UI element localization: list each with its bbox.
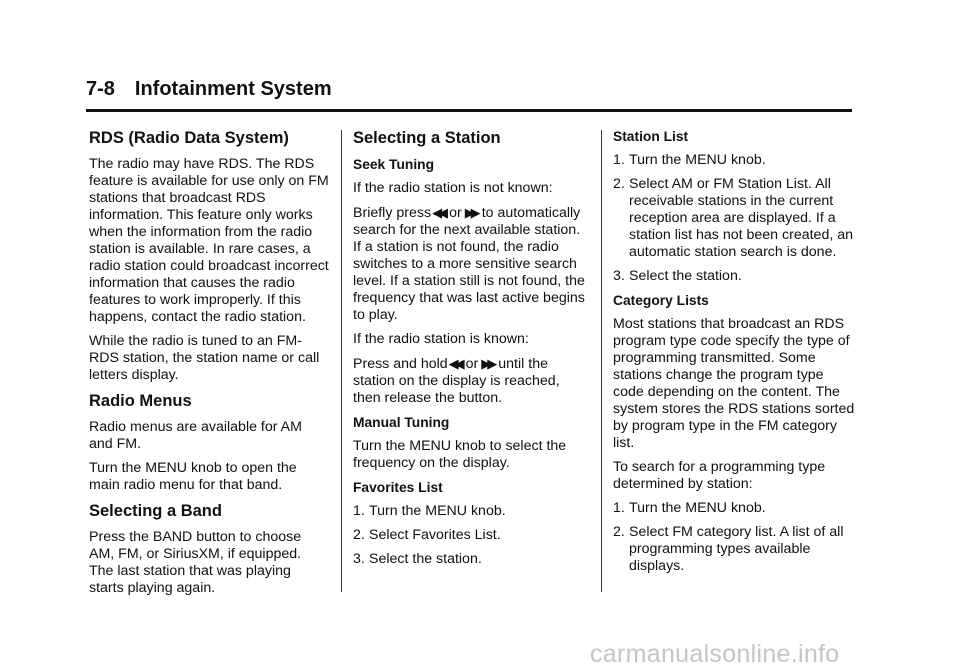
paragraph: Press the BAND button to choose AM, FM, or SiriusXM, if equipped. The last station that was playing starts playing again. — [89, 529, 302, 596]
section-heading-selecting-station: Selecting a Station — [353, 129, 501, 147]
paragraph: While the radio is tuned to an FM-RDS station, the station name or call letters display. — [89, 333, 320, 383]
list-item: 3. Select the station. — [353, 551, 482, 567]
page-number: 7-8 — [86, 78, 115, 100]
seek-back-icon: ◀◀ — [432, 205, 445, 220]
paragraph: If the radio station is not known: — [353, 180, 553, 196]
text: or — [465, 356, 479, 372]
subheading-favorites-list: Favorites List — [353, 480, 443, 495]
text: until the station on the display is reached, then release the button. — [353, 356, 560, 406]
paragraph — [353, 355, 591, 407]
seek-forward-icon: ▶▶ — [464, 205, 477, 220]
page-title: Infotainment System — [134, 78, 332, 100]
subheading-category-lists: Category Lists — [613, 293, 709, 308]
list-item: 1. Turn the MENU knob. — [613, 500, 766, 516]
column-2 — [353, 128, 591, 575]
text: Briefly press — [353, 205, 432, 221]
column-divider — [601, 130, 602, 592]
paragraph: If the radio station is known: — [353, 331, 529, 347]
column-divider — [341, 130, 342, 592]
list-item: 1. Turn the MENU knob. — [353, 503, 506, 519]
subheading-manual-tuning: Manual Tuning — [353, 415, 450, 430]
page-header — [86, 78, 852, 112]
list-item: 2. Select FM category list. A list of all programming types available displays. — [613, 524, 844, 574]
subheading-seek-tuning: Seek Tuning — [353, 157, 435, 172]
subheading-station-list: Station List — [613, 129, 689, 144]
section-heading-rds: RDS (Radio Data System) — [89, 129, 289, 147]
list-item: 1. Turn the MENU knob. — [613, 152, 766, 168]
column-1 — [89, 128, 329, 604]
paragraph: To search for a programming type determined by station: — [613, 459, 826, 492]
section-heading-radio-menus: Radio Menus — [89, 392, 192, 410]
column-3 — [613, 128, 858, 582]
paragraph: Radio menus are available for AM and FM. — [89, 419, 302, 452]
paragraph: Turn the MENU knob to open the main radio menu for that band. — [89, 460, 297, 493]
list-item: 2. Select AM or FM Station List. All receivable stations in the current reception area are displayed. If a station list has not been created, an automatic station search is done. — [613, 176, 853, 260]
seek-forward-icon: ▶▶ — [481, 356, 494, 371]
list-item: 3. Select the station. — [613, 268, 742, 284]
list-item: 2. Select Favorites List. — [353, 527, 501, 543]
text: to automatically search for the next available station. If a station is not found, the radio switches to a more sensitive search level. If a station still is not found, the frequency that was last active begins to play. — [353, 205, 585, 323]
text: or — [449, 205, 462, 221]
paragraph: Most stations that broadcast an RDS program type code specify the type of programming transmitted. Some stations change the program type code depending on the content. The system stores the RDS stations sorted by program type in the FM category list. — [613, 316, 855, 451]
seek-back-icon: ◀◀ — [448, 356, 461, 371]
text: Press and hold — [353, 356, 448, 372]
section-heading-selecting-band: Selecting a Band — [89, 502, 222, 520]
paragraph: The radio may have RDS. The RDS feature is available for use only on FM stations that broadcast RDS information. This feature only works when the information from the radio station is available. In rare cases, a radio station could broadcast incorrect information that causes the radio features to work improperly. If this happens, contact the radio station. — [89, 156, 329, 325]
watermark: carmanualsonline.info — [590, 640, 840, 668]
paragraph: Turn the MENU knob to select the frequency on the display. — [353, 438, 567, 471]
paragraph — [353, 204, 591, 324]
